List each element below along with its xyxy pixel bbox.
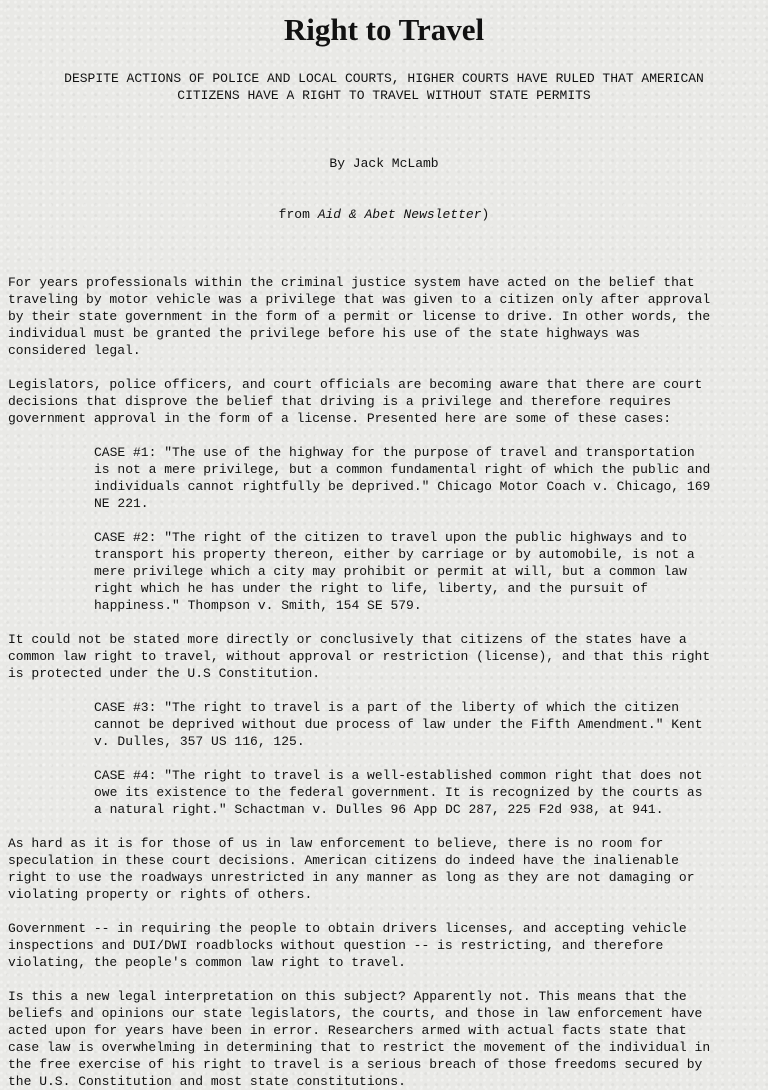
case-2: CASE #2: "The right of the citizen to travel upon the public highways and to transport his property thereon, either by carriage or by automobile, is not a mere privilege which a city may prohibit or permit at will, but a common law right which he has under the right to life, liberty, and the pursuit of happiness." Thompson v. Smith, 154 SE 579.	[94, 530, 695, 613]
paragraph-5: Government -- in requiring the people to obtain drivers licenses, and accepting vehicle inspections and DUI/DWI roadblocks without question -- is restricting, and therefore violating, the people's common law right to travel.	[8, 921, 687, 970]
source-prefix: from	[278, 207, 318, 222]
paragraph-1: For years professionals within the criminal justice system have acted on the belief that traveling by motor vehicle was a privilege that was given to a citizen only after approval by their state government in the form of a permit or license to drive. In other words, the individual must be granted the privilege before his use of the state highways was considered legal.	[8, 275, 711, 358]
page-title: Right to Travel	[283, 12, 485, 47]
paragraph-2: Legislators, police officers, and court officials are becoming aware that there are court decisions that disprove the belief that driving is a privilege and therefore requires government approval in the form of a license. Presented here are some of these cases:	[8, 377, 703, 426]
paragraph-6: Is this a new legal interpretation on this subject? Apparently not. This means that the beliefs and opinions our state legislators, the courts, and those in law enforcement have acted upon for years have been in error. Researchers armed with actual facts state that case law is overwhelming in determining that to restrict the movement of the individual in the free exercise of his right to travel is a serious breach of those freedoms secured by the U.S. Constitution and most state constitutions.	[8, 989, 711, 1089]
case-4: CASE #4: "The right to travel is a well-established common right that does not owe its existence to the federal government. It is recognized by the courts as a natural right." Schactman v. Dulles 96 App DC 287, 225 F2d 938, at 941.	[94, 768, 703, 817]
source-suffix: )	[481, 207, 490, 222]
author-line: By Jack McLamb	[329, 156, 439, 171]
byline	[8, 121, 760, 257]
subtitle: DESPITE ACTIONS OF POLICE AND LOCAL COURTS, HIGHER COURTS HAVE RULED THAT AMERICAN CITIZENS HAVE A RIGHT TO TRAVEL WITHOUT STATE PERMITS	[64, 71, 704, 103]
paragraph-3: It could not be stated more directly or conclusively that citizens of the states have a common law right to travel, without approval or restriction (license), and that this right is protected under the U.S Constitution.	[8, 632, 711, 681]
paragraph-4: As hard as it is for those of us in law enforcement to believe, there is no room for speculation in these court decisions. American citizens do indeed have the inalienable right to use the roadways unrestricted in any manner as long as they are not damaging or violating property or rights of others.	[8, 836, 695, 902]
source-title: Aid & Abet Newsletter	[317, 207, 482, 222]
case-3: CASE #3: "The right to travel is a part of the liberty of which the citizen cannot be deprived without due process of law under the Fifth Amendment." Kent v. Dulles, 357 US 116, 125.	[94, 700, 703, 749]
source-line	[8, 206, 760, 223]
case-1: CASE #1: "The use of the highway for the purpose of travel and transportation is not a mere privilege, but a common fundamental right of which the public and individuals cannot rightfully be deprived." Chicago Motor Coach v. Chicago, 169 NE 221.	[94, 445, 711, 511]
